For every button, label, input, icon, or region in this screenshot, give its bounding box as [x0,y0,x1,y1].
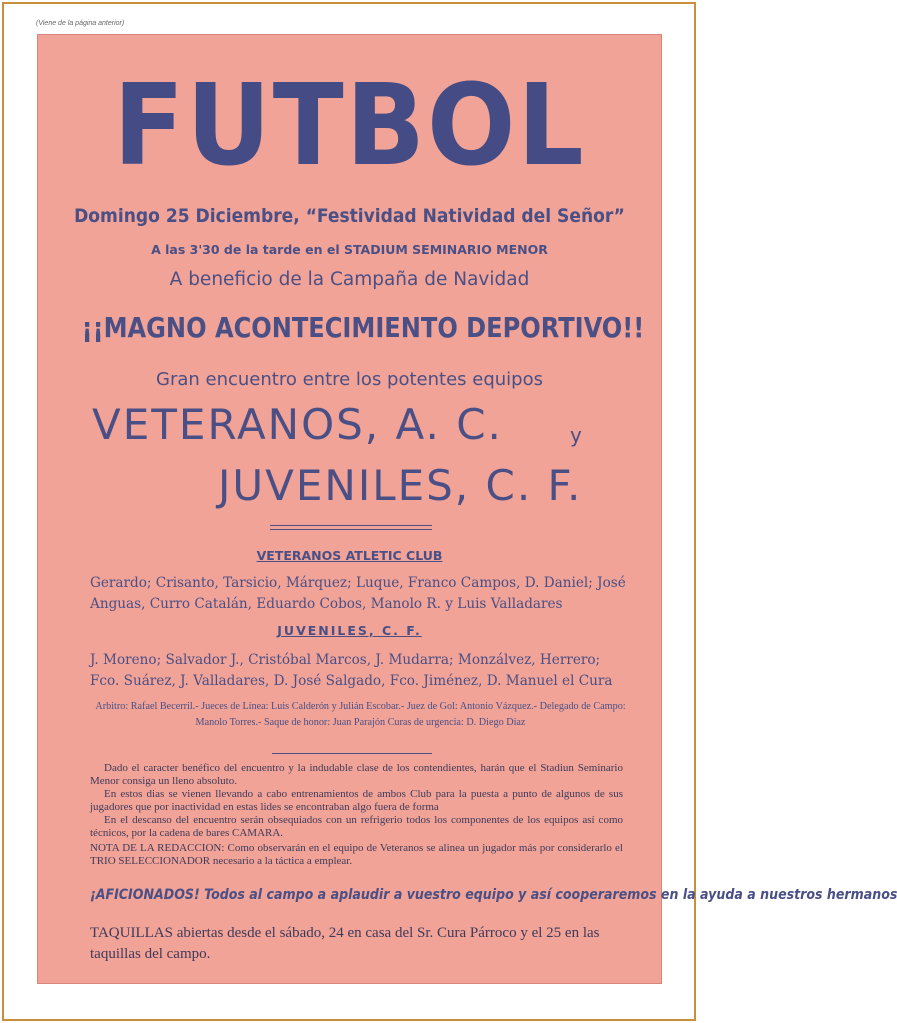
tickets-info: TAQUILLAS abiertas desde el sábado, 24 en casa del Sr. Cura Párroco y el 25 en las taquillas del campo. [90,925,600,962]
editor-note: NOTA DE LA REDACCION: Como observarán en el equipo de Veteranos se alinea un jugador más por considerarlo el TRIO SELECCIONADOR necesario a la táctica a emplear. [90,842,623,867]
divider [272,753,432,754]
continued-note: (Viene de la página anterior) [36,20,125,27]
team2-players: J. Moreno; Salvador J., Cristóbal Marcos, J. Mudarra; Monzálvez, Herrero; Fco. Suárez, J. Valladares, D. José Salgado, Fco. Jiménez, D. Manuel el Cura [90,652,613,689]
team-connector: y [570,423,582,447]
divider [270,529,432,530]
poster-title: FUTBOL [113,59,586,191]
benefit-line: A beneficio de la Campaña de Navidad [169,269,530,290]
paragraph: En estos dias se vienen llevando a cabo entrenamientos de ambos Club para la puesta a punto de algunos de sus jugadores que por inactividad en estas lides se encontraban algo fuera de forma [90,788,623,813]
date-line: Domingo 25 Diciembre, “Festividad Natividad del Señor” [74,205,625,227]
fans-call: ¡AFICIONADOS! Todos al campo a aplaudir a vuestro equipo y así cooperaremos en la ayuda a nuestros hermanos [90,887,897,903]
paragraph: En el descanso del encuentro serán obsequiados con un refrigerio todos los componentes de los equipos así como técnicos, por la cadena de bares CAMARA. [90,814,623,839]
officials: Arbitro: Rafael Becerril.- Jueces de Línea: Luis Calderón y Julián Escobar.- Juez de Gol: Antonio Vázquez.- Delegado de Campo: Manolo Torres.- Saque de honor: Juan Parajón Curas de urgencia: D. Diego Díaz [95,701,626,728]
paragraph: Dado el caracter benéfico del encuentro y la indudable clase de los contendientes, harán que el Stadiun Seminario Menor consiga un lleno absoluto. [90,762,623,787]
team1-name: VETERANOS, A. C. [92,400,503,449]
body-text [90,762,623,868]
encounter-line: Gran encuentro entre los potentes equipos [156,369,543,390]
poster [37,34,897,984]
event-headline: ¡¡MAGNO ACONTECIMIENTO DEPORTIVO!! [81,311,645,344]
team1-heading: VETERANOS ATLETIC CLUB [256,548,443,563]
team2-name: JUVENILES, C. F. [218,461,583,510]
team1-players: Gerardo; Crisanto, Tarsicio, Márquez; Luque, Franco Campos, D. Daniel; José Anguas, Curro Catalán, Eduardo Cobos, Manolo R. y Luis Valladares [90,575,626,612]
divider [270,525,432,526]
team2-heading: JUVENILES, C. F. [277,623,422,638]
time-line: A las 3'30 de la tarde en el STADIUM SEMINARIO MENOR [151,242,548,257]
